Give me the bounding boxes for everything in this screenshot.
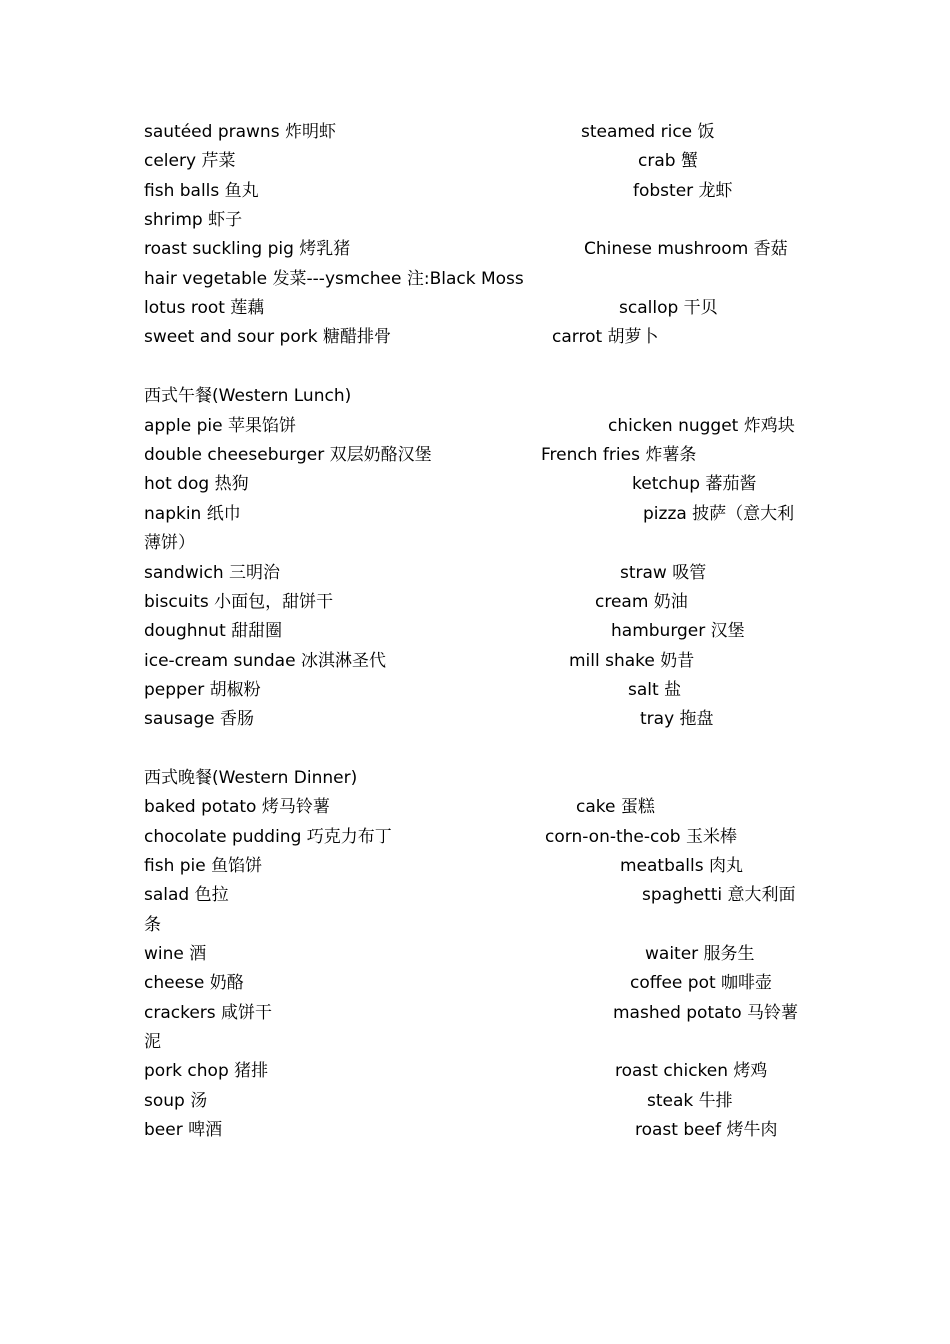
vocab-left: roast suckling pig 烤乳猪 [144, 239, 351, 259]
vocab-left: ice-cream sundae 冰淇淋圣代 [144, 651, 386, 671]
vocab-left: crackers 咸饼干 [144, 1003, 273, 1023]
vocab-right: steamed rice 饭 [581, 122, 715, 142]
vocab-right: mill shake 奶昔 [569, 651, 695, 671]
vocab-right: steak 牛排 [647, 1091, 733, 1111]
vocab-left: apple pie 苹果馅饼 [144, 416, 296, 436]
vocab-left-wrap: 泥 [144, 1032, 161, 1052]
vocab-right: spaghetti 意大利面 [642, 885, 796, 905]
vocab-left-wrap: 条 [144, 915, 161, 935]
vocab-right: roast beef 烤牛肉 [635, 1120, 778, 1140]
vocab-left: cheese 奶酪 [144, 973, 244, 993]
vocab-left: pepper 胡椒粉 [144, 680, 261, 700]
vocab-left: sautéed prawns 炸明虾 [144, 122, 336, 142]
vocab-left: chocolate pudding 巧克力布丁 [144, 827, 392, 847]
vocab-left: fish balls 鱼丸 [144, 181, 259, 201]
vocab-right: straw 吸管 [620, 563, 707, 583]
vocab-left: wine 酒 [144, 944, 207, 964]
vocab-left: doughnut 甜甜圈 [144, 621, 283, 641]
section-heading-western-dinner: 西式晚餐(Western Dinner) [144, 768, 358, 788]
vocab-right: Chinese mushroom 香菇 [584, 239, 788, 259]
vocab-right: scallop 干贝 [619, 298, 718, 318]
vocab-left: celery 芹菜 [144, 151, 236, 171]
vocab-right: waiter 服务生 [645, 944, 755, 964]
vocab-right: meatballs 肉丸 [620, 856, 744, 876]
vocab-right: mashed potato 马铃薯 [613, 1003, 799, 1023]
vocab-left: lotus root 莲藕 [144, 298, 265, 318]
vocab-left: shrimp 虾子 [144, 210, 243, 230]
vocab-left: beer 啤酒 [144, 1120, 223, 1140]
vocab-right: roast chicken 烤鸡 [615, 1061, 768, 1081]
vocab-left: pork chop 猪排 [144, 1061, 269, 1081]
vocab-left: biscuits 小面包，甜饼干 [144, 592, 334, 612]
vocab-left: hot dog 热狗 [144, 474, 249, 494]
vocab-left: sweet and sour pork 糖醋排骨 [144, 327, 391, 347]
vocab-left-wrap: 薄饼） [144, 533, 195, 553]
vocab-left: soup 汤 [144, 1091, 208, 1111]
vocab-right: salt 盐 [628, 680, 682, 700]
vocab-left: baked potato 烤马铃薯 [144, 797, 330, 817]
vocab-right: cream 奶油 [595, 592, 688, 612]
vocab-right: ketchup 蕃茄酱 [632, 474, 757, 494]
vocab-right: French fries 炸薯条 [541, 445, 697, 465]
vocab-right: chicken nugget 炸鸡块 [608, 416, 795, 436]
vocab-left: salad 色拉 [144, 885, 229, 905]
vocab-right: corn-on-the-cob 玉米棒 [545, 827, 737, 847]
vocab-right: cake 蛋糕 [576, 797, 655, 817]
section-heading-western-lunch: 西式午餐(Western Lunch) [144, 386, 352, 406]
vocab-right: fobster 龙虾 [633, 181, 733, 201]
vocab-right: crab 蟹 [638, 151, 698, 171]
vocab-left: double cheeseburger 双层奶酪汉堡 [144, 445, 432, 465]
vocab-right: coffee pot 咖啡壶 [630, 973, 773, 993]
vocab-left: napkin 纸巾 [144, 504, 241, 524]
vocab-right: tray 拖盘 [640, 709, 714, 729]
vocab-left: hair vegetable 发菜---ysmchee 注:Black Moss [144, 269, 524, 289]
vocab-right: hamburger 汉堡 [611, 621, 745, 641]
vocab-right: pizza 披萨（意大利 [643, 504, 795, 524]
vocab-left: sausage 香肠 [144, 709, 254, 729]
vocab-left: sandwich 三明治 [144, 563, 280, 583]
vocab-right: carrot 胡萝卜 [552, 327, 659, 347]
vocab-left: fish pie 鱼馅饼 [144, 856, 263, 876]
